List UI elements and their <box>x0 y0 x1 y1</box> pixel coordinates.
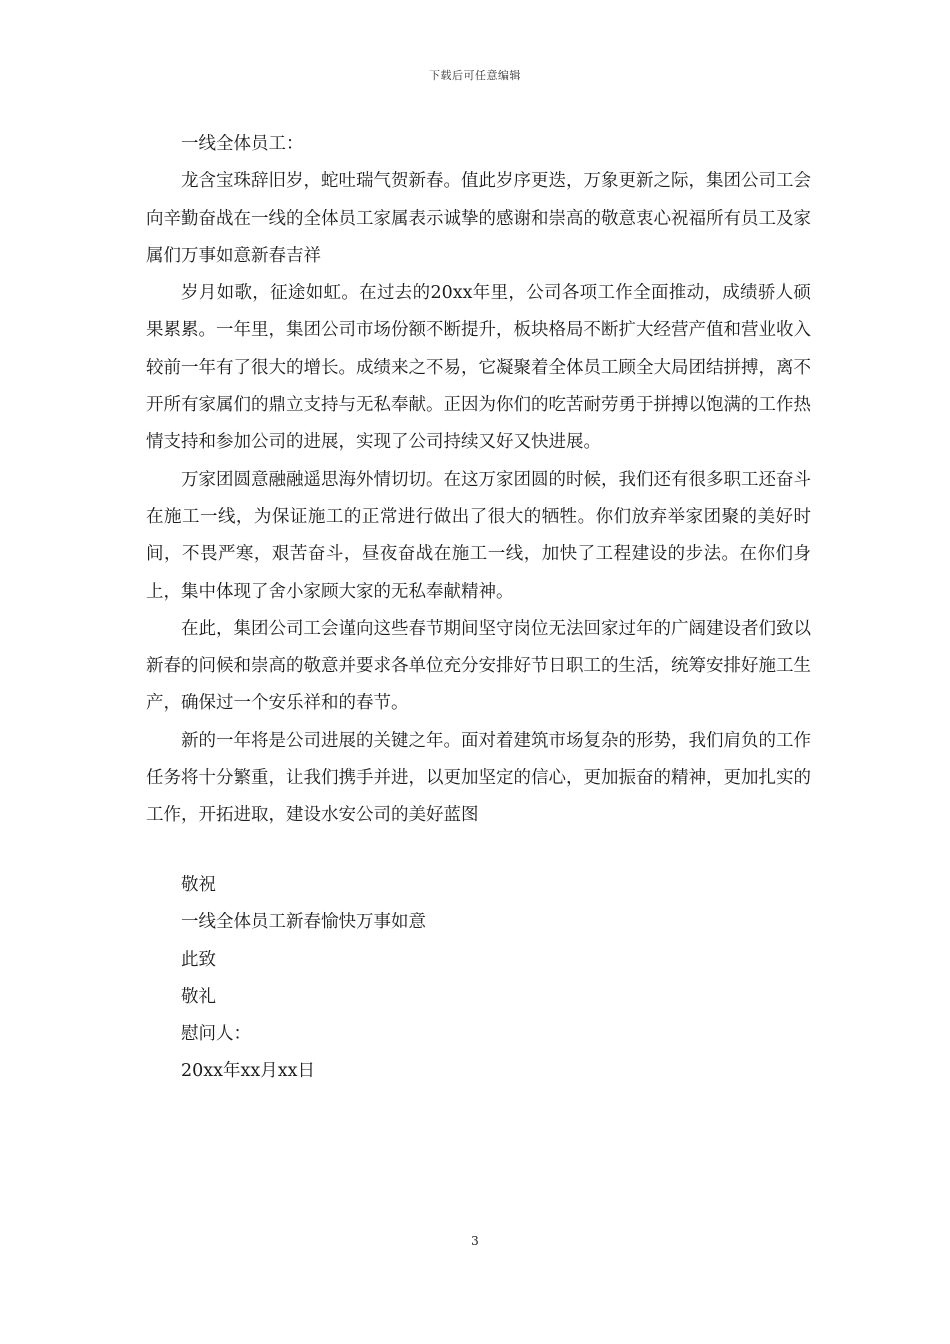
closing-ci-zhi: 此致 <box>181 949 216 970</box>
paragraph-5: 新的一年将是公司进展的关键之年。面对着建筑市场复杂的形势，我们肩负的工作任务将十分繁重，让我们携手并进，以更加坚定的信心，更加振奋的精神，更加扎实的工作，开拓进取，建设水安公司的美好蓝图 <box>146 730 811 826</box>
closing-wish-line: 一线全体员工新春愉快万事如意 <box>181 912 426 933</box>
paragraph-1: 龙含宝珠辞旧岁，蛇吐瑞气贺新春。值此岁序更迭，万象更新之际，集团公司工会向辛勤奋战在一线的全体员工家属表示诚挚的感谢和崇高的敬意衷心祝福所有员工及家属们万事如意新春吉祥 <box>146 171 811 266</box>
page-number: 3 <box>471 1234 479 1248</box>
letter-closing <box>146 867 811 1091</box>
page-header: 下载后可任意编辑 <box>429 69 521 82</box>
letter-body <box>146 126 811 835</box>
closing-wish: 敬祝 <box>181 875 216 895</box>
paragraph-4: 在此，集团公司工会谨向这些春节期间坚守岗位无法回家过年的广阔建设者们致以新春的问候和崇高的敬意并要求各单位充分安排好节日职工的生活，统筹安排好施工生产，确保过一个安乐祥和的春节。 <box>146 618 811 714</box>
paragraph-3: 万家团圆意融融遥思海外情切切。在这万家团圆的时候，我们还有很多职工还奋斗在施工一线，为保证施工的正常进行做出了很大的牺牲。你们放弃举家团聚的美好时间，不畏严寒，艰苦奋斗，昼夜奋战在施工一线，加快了工程建设的步法。在你们身上，集中体现了舍小家顾大家的无私奉献精神。 <box>146 469 811 602</box>
salutation: 一线全体员工： <box>181 134 304 154</box>
closing-sender: 慰问人： <box>181 1024 251 1045</box>
closing-jing-li: 敬礼 <box>181 986 216 1007</box>
closing-date: 20xx年xx月xx日 <box>181 1061 315 1082</box>
paragraph-2: 岁月如歌，征途如虹。在过去的20xx年里，公司各项工作全面推动，成绩骄人硕果累累。一年里，集团公司市场份额不断提升，板块格局不断扩大经营产值和营业收入较前一年有了很大的增长。成绩来之不易，它凝聚着全体员工顾全大局团结拼搏，离不开所有家属们的鼎立支持与无私奉献。正因为你们的吃苦耐劳勇于拼搏以饱满的工作热情支持和参加公司的进展，实现了公司持续又好又快进展。 <box>146 283 811 453</box>
